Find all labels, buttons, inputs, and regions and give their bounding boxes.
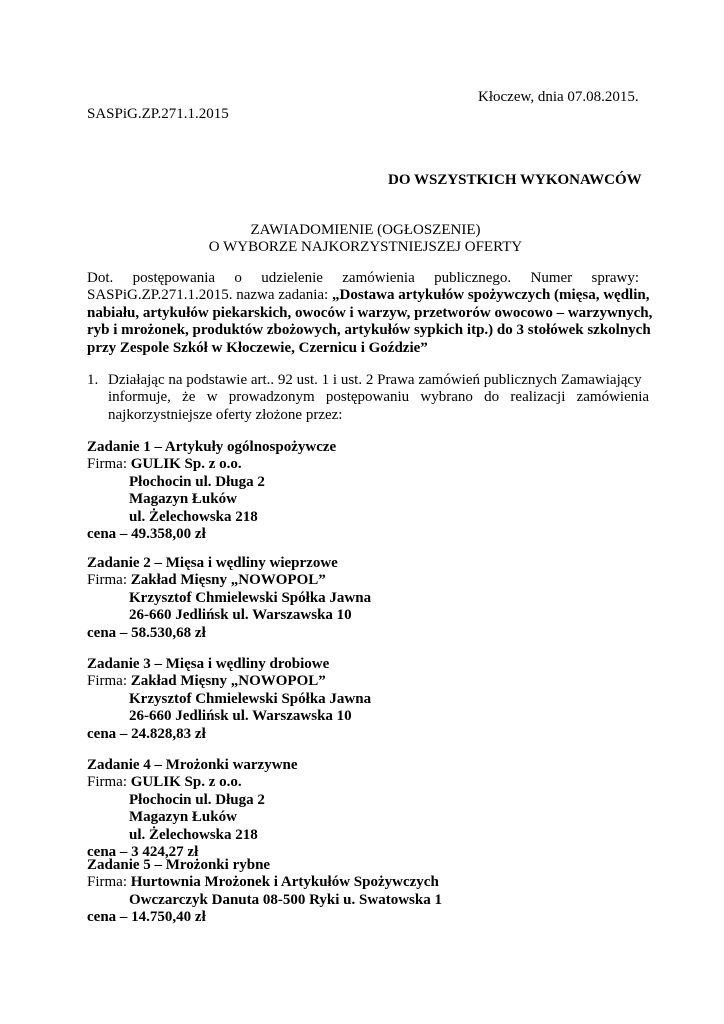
task-firm-line [87,874,647,891]
subject-line: przy Zespole Szkół w Kłoczewie, Czernicu i Goździe” [87,339,428,356]
document-title-line1: ZAWIADOMIENIE (OGŁOSZENIE) [250,222,481,238]
task-price: cena – 49.358,00 zł [87,525,206,542]
task-address-line: ul. Żelechowska 218 [129,508,258,525]
task-firm-line [87,673,647,690]
point-line: informuje, że w prowadzonym postępowaniu wybrano do realizacji zamówienia [108,389,650,406]
task-firm-line [87,572,647,589]
subject-line [87,287,650,304]
firm-name: GULIK Sp. z o.o. [130,456,242,473]
firm-name: GULIK Sp. z o.o. [130,774,242,791]
firm-label: Firma: [87,572,131,589]
task-address-line: Płochocin ul. Długa 2 [129,791,265,808]
firm-name: Hurtownia Mrożonek i Artykułów Spożywczych [130,874,439,891]
task-price: cena – 3 424,27 zł [87,843,199,860]
subject-paragraph [87,270,653,357]
reference-number: SASPiG.ZP.271.1.2015 [87,106,229,122]
task-block-2 [87,555,647,642]
task-address-line: Płochocin ul. Długa 2 [129,473,265,490]
task-address-line: Magazyn Łuków [129,491,237,508]
task-heading: Zadanie 4 – Mrożonki warzywne [87,757,298,773]
subject-line: Dot. postępowania o udzielenie zamówienia publicznego. Numer sprawy: [87,270,639,286]
task-address-line: Owczarczyk Danuta 08-500 Ryki u. Swatowska 1 [129,891,442,908]
task-price: cena – 58.530,68 zł [87,624,206,641]
task-address-line: 26-660 Jedlińsk ul. Warszawska 10 [129,607,352,624]
task-heading: Zadanie 1 – Artykuły ogólnospożywcze [87,439,337,455]
task-heading: Zadanie 3 – Mięsa i wędliny drobiowe [87,656,330,672]
subject-line: ryb i mrożonek, produktów zbożowych, artykułów sypkich itp.) do 3 stołówek szkolnych [87,322,651,339]
firm-label: Firma: [87,774,131,791]
task-address-line: Magazyn Łuków [129,809,237,826]
point-number: 1. [87,372,99,388]
task-address-line: 26-660 Jedlińsk ul. Warszawska 10 [129,708,352,725]
task-price: cena – 14.750,40 zł [87,909,206,926]
task-block-1 [87,439,647,543]
task-firm-line [87,456,647,473]
firm-label: Firma: [87,456,131,473]
addressee: DO WSZYSTKICH WYKONAWCÓW [388,172,642,188]
task-price: cena – 24.828,83 zł [87,725,206,742]
task-heading: Zadanie 5 – Mrożonki rybne [87,857,271,873]
task-block-4 [87,757,647,861]
point-line: Działając na podstawie art.. 92 ust. 1 i ust. 2 Prawa zamówień publicznych Zamawiający [108,372,642,388]
task-address-line: Krzysztof Chmielewski Spółka Jawna [129,589,372,606]
document-title-line2: O WYBORZE NAJKORZYSTNIEJSZEJ OFERTY [208,239,523,255]
place-date: Kłoczew, dnia 07.08.2015. [478,89,639,105]
task-block-5 [87,857,647,927]
subject-line: nabiału, artykułów piekarskich, owoców i warzyw, przetworów owocowo – warzywnych, [87,304,653,321]
firm-label: Firma: [87,673,131,690]
point-paragraph [108,372,650,424]
task-firm-line [87,774,647,791]
subject-text: SASPiG.ZP.271.1.2015. nazwa zadania: [87,287,332,304]
task-address-line: ul. Żelechowska 218 [129,826,258,843]
subject-bold-text: „Dostawa artykułów spożywczych (mięsa, wędlin, [331,287,650,304]
task-block-3 [87,656,647,743]
task-address-line: Krzysztof Chmielewski Spółka Jawna [129,690,372,707]
firm-name: Zakład Mięsny „NOWOPOL” [130,673,326,690]
point-line: najkorzystniejsze oferty złożone przez: [108,406,343,423]
task-heading: Zadanie 2 – Mięsa i wędliny wieprzowe [87,555,338,571]
firm-name: Zakład Mięsny „NOWOPOL” [130,572,326,589]
firm-label: Firma: [87,874,131,891]
